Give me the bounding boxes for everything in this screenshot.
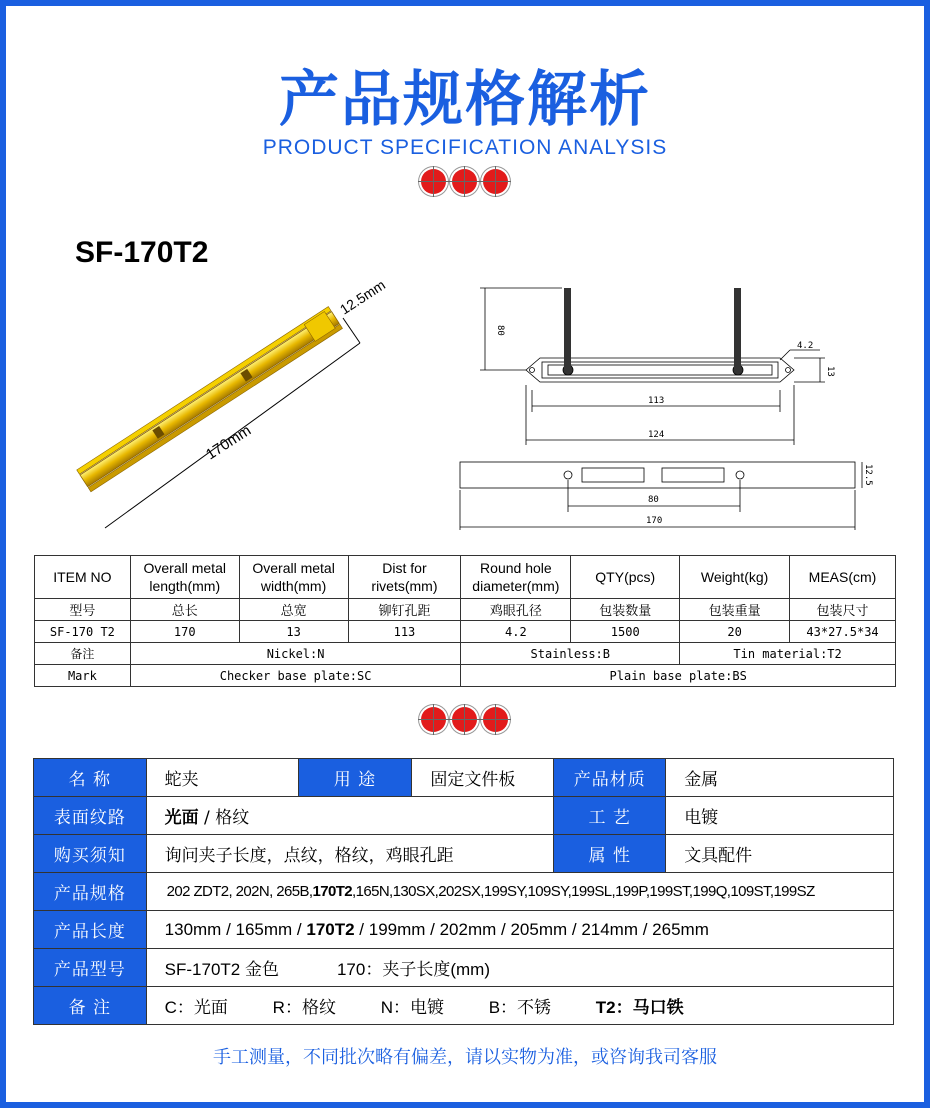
spec-data-row [35, 621, 896, 643]
spec-header-cn-cell: 型号 [35, 599, 131, 621]
surface-value [146, 797, 554, 835]
dim-bottom-inner: 80 [648, 495, 659, 505]
attr-row-length [34, 911, 894, 949]
dim-bottom-width: 12.5 [863, 464, 873, 486]
model-value-text: SF-170T2 金色 [164, 960, 279, 979]
remark-bold: T2：马口铁 [595, 998, 684, 1017]
length-value [146, 911, 893, 949]
length-bold: 170T2 [306, 919, 355, 939]
page-subtitle: PRODUCT SPECIFICATION ANALYSIS [262, 136, 668, 159]
attribute-table [33, 758, 894, 1025]
spec-header-cell: Overall metal length(mm) [130, 556, 239, 599]
spec-value [146, 873, 893, 911]
surface-label: 表面纹路 [34, 797, 147, 835]
spec-header-cn-cell: 包装数量 [571, 599, 680, 621]
mark-cell: Checker base plate:SC [130, 665, 461, 687]
remark-item: R：格纹 [272, 998, 336, 1017]
mark-cell: Plain base plate:BS [461, 665, 896, 687]
attr-row-remark [34, 987, 894, 1025]
spec-header-cell: ITEM NO [35, 556, 131, 599]
dim-width: 13 [825, 366, 835, 377]
remark-item: N：电镀 [380, 998, 444, 1017]
use-value: 固定文件板 [412, 759, 554, 797]
target-dot-icon [483, 169, 508, 194]
spec-header-cell: MEAS(cm) [790, 556, 896, 599]
remark-value [146, 987, 893, 1025]
property-label: 属 性 [554, 835, 666, 873]
model-note: 170：夹子长度(mm) [336, 960, 490, 979]
attr-row-name [34, 759, 894, 797]
spec-label: 产品规格 [34, 873, 147, 911]
mark-label: Mark [35, 665, 131, 687]
surface-bold: 光面 [164, 808, 199, 828]
product-model: SF-170T2 [75, 236, 209, 269]
attr-row-spec [34, 873, 894, 911]
spec-cell: 43*27.5*34 [790, 621, 896, 643]
spec-header-cell: Weight(kg) [680, 556, 790, 599]
remark-label: 备 注 [34, 987, 147, 1025]
dim-height: 80 [495, 325, 505, 336]
spec-header-cn-cell: 总长 [130, 599, 239, 621]
technical-drawing [450, 280, 890, 530]
spec-mark-row [35, 665, 896, 687]
length-pre: 130mm / 165mm / [164, 919, 307, 939]
model-value [146, 949, 893, 987]
spec-header-cn-cell: 鸡眼孔径 [461, 599, 571, 621]
model-label: 产品型号 [34, 949, 147, 987]
attr-row-surface [34, 797, 894, 835]
spec-header-cell: QTY(pcs) [571, 556, 680, 599]
dim-rivet-dist: 113 [648, 396, 665, 406]
remark-item: C：光面 [164, 998, 228, 1017]
use-label: 用 途 [298, 759, 412, 797]
surface-rest: / 格纹 [198, 808, 250, 828]
spec-cell: SF-170 T2 [35, 621, 131, 643]
width-dim-label: 12.5mm [336, 276, 389, 318]
dim-hole: 4.2 [797, 341, 814, 351]
decorative-dots-top [421, 169, 508, 194]
note-cell: Nickel:N [130, 643, 461, 665]
process-label: 工 艺 [554, 797, 666, 835]
spec-header-cell: Round hole diameter(mm) [461, 556, 571, 599]
name-label: 名 称 [34, 759, 147, 797]
spec-cell: 4.2 [461, 621, 571, 643]
remark-item: B：不锈 [488, 998, 552, 1017]
spec-header-cn-cell: 包装重量 [680, 599, 790, 621]
property-value: 文具配件 [666, 835, 894, 873]
target-dot-icon [452, 169, 477, 194]
spec-cell: 113 [348, 621, 461, 643]
attr-row-buy [34, 835, 894, 873]
length-label: 产品长度 [34, 911, 147, 949]
attr-row-model [34, 949, 894, 987]
note-cell: Tin material:T2 [680, 643, 896, 665]
length-post: / 199mm / 202mm / 205mm / 214mm / 265mm [354, 919, 709, 939]
dim-bottom-overall: 170 [646, 516, 663, 526]
target-dot-icon [452, 707, 477, 732]
footer-note: 手工测量，不同批次略有偏差，请以实物为准，或咨询我司客服 [213, 1047, 717, 1068]
note-label: 备注 [35, 643, 131, 665]
spec-bold: 170T2 [312, 883, 353, 900]
spec-header-cn-cell: 铆钉孔距 [348, 599, 461, 621]
dim-overall: 124 [648, 430, 665, 440]
material-label: 产品材质 [554, 759, 666, 797]
name-value: 蛇夹 [146, 759, 298, 797]
clip-product-image [60, 260, 440, 540]
spec-header-cn [35, 599, 896, 621]
buy-label: 购买须知 [34, 835, 147, 873]
spec-header-cn-cell: 总宽 [239, 599, 348, 621]
decorative-dots-middle [421, 707, 508, 732]
spec-cell: 170 [130, 621, 239, 643]
target-dot-icon [483, 707, 508, 732]
target-dot-icon [421, 169, 446, 194]
buy-value: 询问夹子长度，点纹，格纹，鸡眼孔距 [146, 835, 554, 873]
process-value: 电镀 [666, 797, 894, 835]
note-cell: Stainless:B [461, 643, 680, 665]
spec-header-cell: Overall metal width(mm) [239, 556, 348, 599]
spec-cell: 1500 [571, 621, 680, 643]
spec-table [34, 555, 896, 687]
spec-cell: 20 [680, 621, 790, 643]
spec-post: ,165N,130SX,202SX,199SY,109SY,199SL,199P,199ST,199Q,109ST,199SZ [352, 883, 815, 900]
page-title: 产品规格解析 [279, 65, 651, 135]
spec-note-row [35, 643, 896, 665]
spec-header-en [35, 556, 896, 599]
spec-header-cell: Dist for rivets(mm) [348, 556, 461, 599]
spec-pre: 202 ZDT2, 202N, 265B, [166, 883, 313, 900]
spec-header-cn-cell: 包装尺寸 [790, 599, 896, 621]
length-dim-label: 170mm [202, 421, 255, 464]
target-dot-icon [421, 707, 446, 732]
material-value: 金属 [666, 759, 894, 797]
spec-cell: 13 [239, 621, 348, 643]
